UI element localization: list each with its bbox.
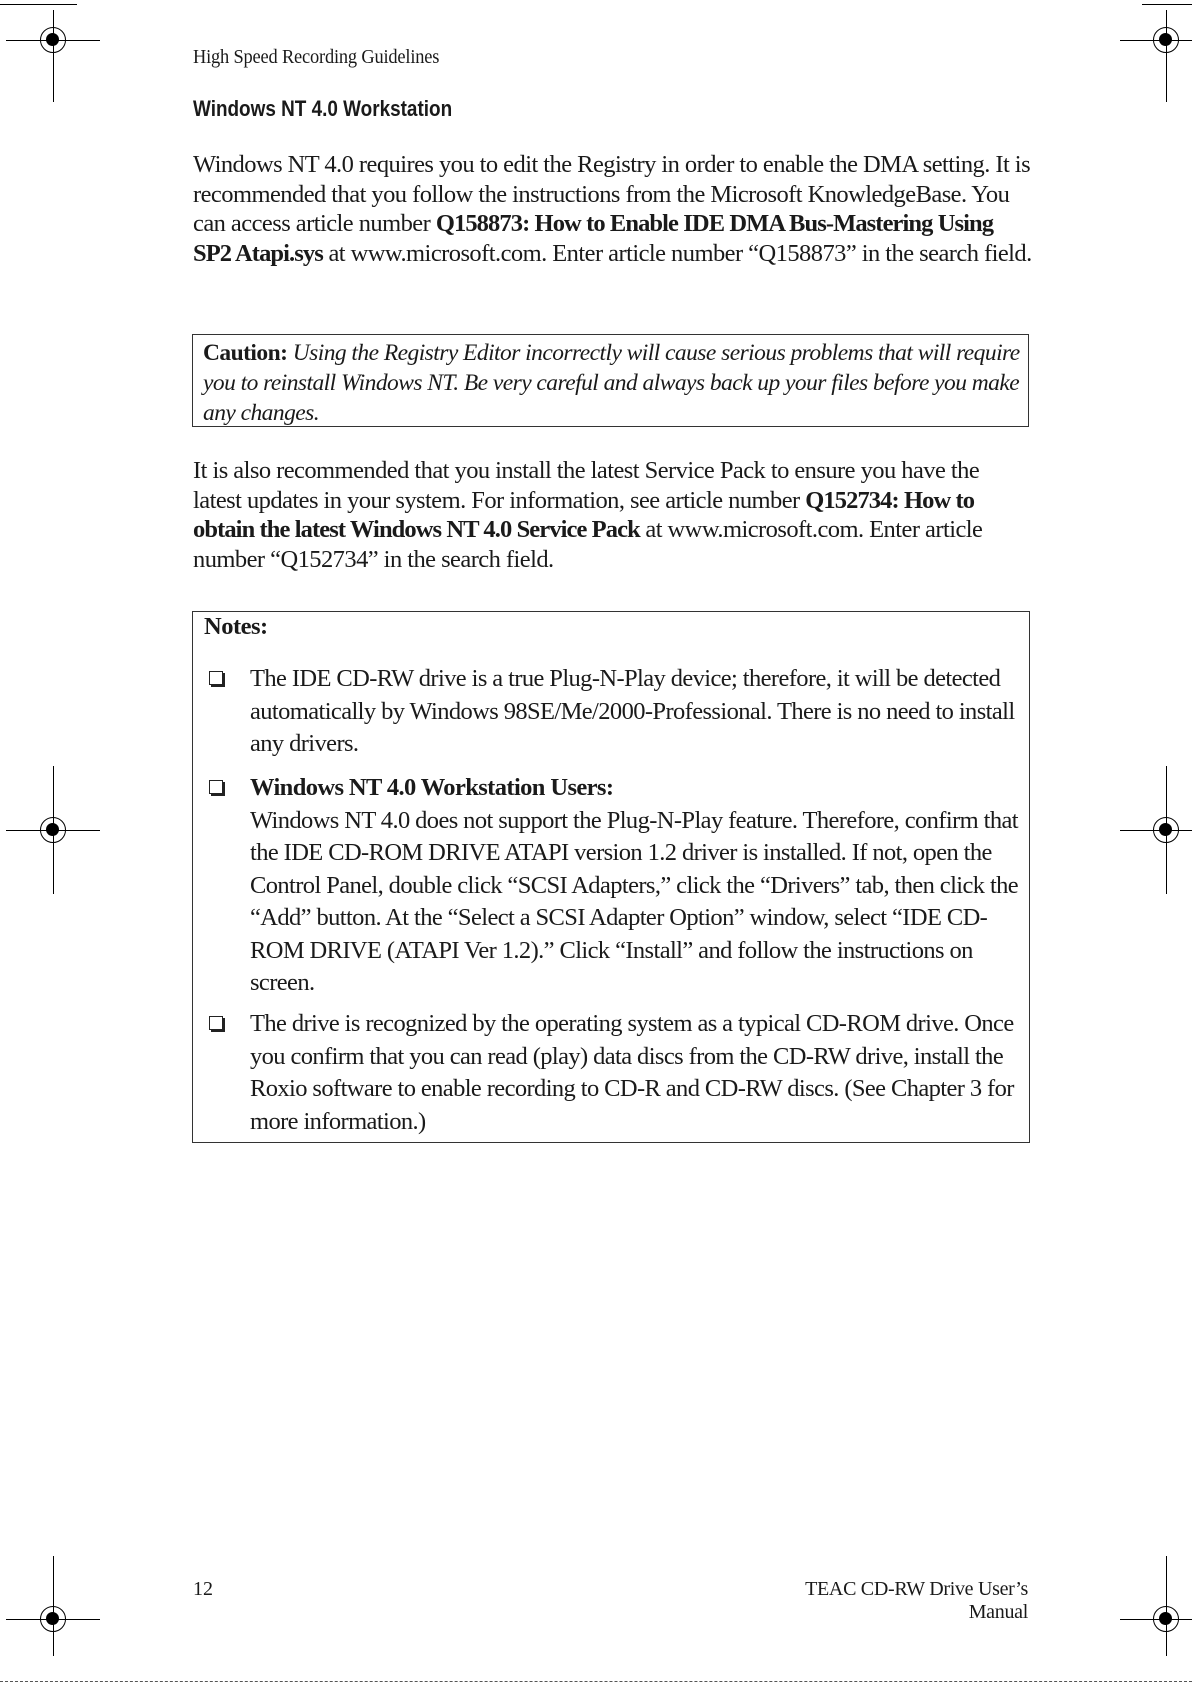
manual-title: TEAC CD-RW Drive User’s Manual bbox=[805, 1578, 1028, 1623]
note-body: Windows NT 4.0 does not support the Plug-N-Play feature. Therefore, confirm that the IDE CD-ROM DRIVE ATAPI version 1.2 driver is installed. If not, open the Control Panel, double click “SCSI Adapters,” click the “Drivers” tab, then click the “Add” button. At the “Select a SCSI Adapter Option” window, select “IDE CD-ROM DRIVE (ATAPI Ver 1.2).” Click “Install” and follow the instructions on screen. bbox=[250, 806, 1019, 996]
running-head: High Speed Recording Guidelines bbox=[193, 46, 440, 68]
trim-line bbox=[0, 1681, 1192, 1682]
page-number: 12 bbox=[193, 1578, 213, 1600]
note-heading: Windows NT 4.0 Workstation Users: bbox=[250, 774, 614, 801]
sp-text-2: at www.microsoft.com. Enter article number “Q152734” in the search field. bbox=[193, 516, 983, 573]
caution-body: Using the Registry Editor incorrectly will cause serious problems that will require you to reinstall Windows NT. Be very careful and always back up your files before you make any changes. bbox=[203, 340, 1020, 426]
notes-title: Notes: bbox=[204, 613, 268, 640]
checkbox-bullet-icon bbox=[209, 671, 223, 685]
section-title: Windows NT 4.0 Workstation bbox=[193, 96, 453, 121]
caution-label: Caution: bbox=[203, 340, 288, 366]
checkbox-bullet-icon bbox=[209, 780, 223, 794]
sp-text-1: It is also recommended that you install the latest Service Pack to ensure you have the latest updates in your system. For information, see article number bbox=[193, 457, 980, 514]
notes-box bbox=[192, 611, 1030, 1143]
intro-article-title: Q158873: How to Enable IDE DMA Bus-Mastering Using SP2 Atapi.sys bbox=[193, 210, 994, 267]
intro-text-1: Windows NT 4.0 requires you to edit the Registry in order to enable the DMA setting. It is recommended that you follow the instructions from the Microsoft KnowledgeBase. You can access article number bbox=[193, 151, 1031, 237]
sp-article-title: Q152734: How to obtain the latest Windows NT 4.0 Service Pack bbox=[193, 486, 975, 543]
checkbox-bullet-icon bbox=[209, 1016, 223, 1030]
note-text: The drive is recognized by the operating system as a typical CD-ROM drive. Once you confirm that you can read (play) data discs from the CD-RW drive, install the Roxio software to enable recording to CD-R and CD-RW discs. (See Chapter 3 for more information.) bbox=[250, 1010, 1014, 1135]
intro-text-2: at www.microsoft.com. Enter article number “Q158873” in the search field. bbox=[322, 239, 1032, 267]
caution-box bbox=[192, 334, 1029, 427]
note-text bbox=[250, 772, 1020, 1000]
caution-text bbox=[203, 338, 1020, 428]
service-pack-paragraph bbox=[193, 456, 1033, 574]
note-text: The IDE CD-RW drive is a true Plug-N-Play device; therefore, it will be detected automatically by Windows 98SE/Me/2000-Professional. There is no need to install any drivers. bbox=[250, 665, 1015, 757]
intro-paragraph bbox=[193, 150, 1033, 268]
